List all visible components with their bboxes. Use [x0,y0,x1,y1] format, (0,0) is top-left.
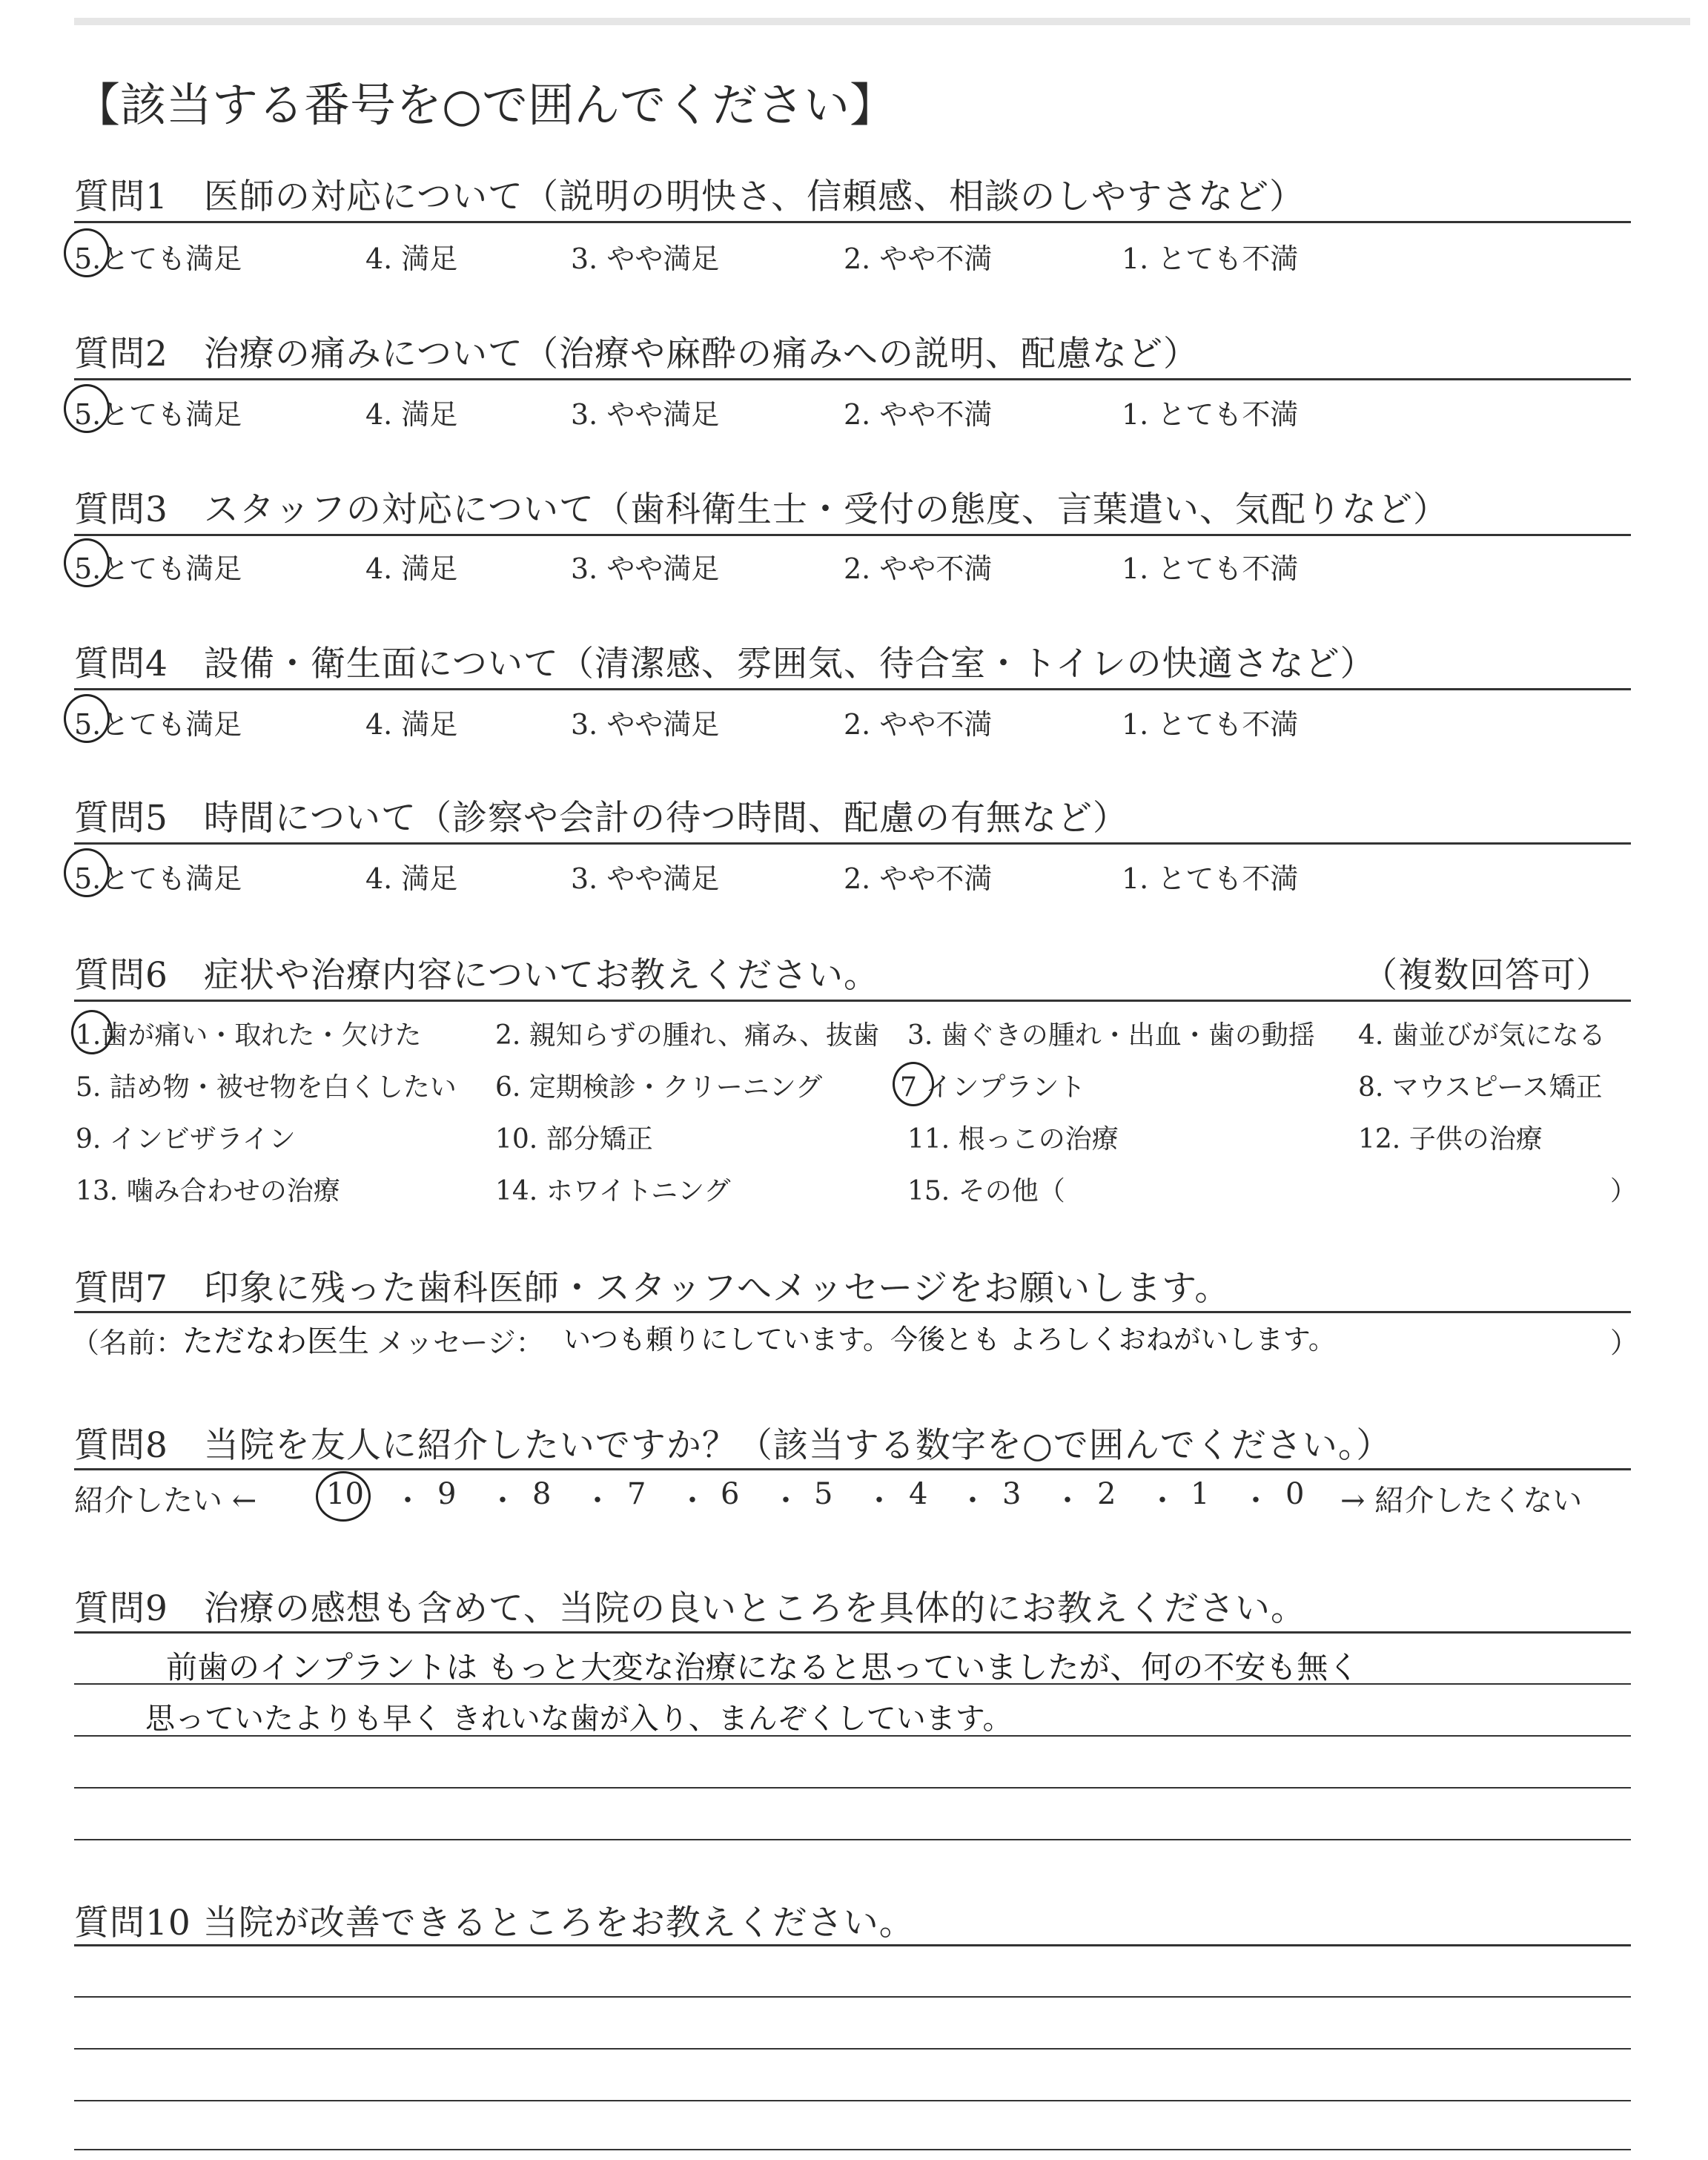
question-4-title: 質問4 設備・衛生面について（清潔感、雰囲気、待合室・トイレの快適さなど） [74,644,1376,684]
q6-option-10[interactable]: 10. 部分矯正 [495,1124,653,1155]
q2-option-1[interactable]: 1. とても不満 [1122,398,1299,431]
q8-scale-1[interactable]: 1 [1191,1477,1210,1511]
q4-selection-circle [64,694,110,743]
q9-answer-line-2[interactable]: 思っていたよりも早く きれいな歯が入り、まんぞくしています。 [145,1702,1013,1736]
q8-scale-dot: ・ [958,1484,987,1518]
q8-scale-10[interactable]: 10 [326,1477,364,1511]
q6-selection-circle-1 [71,1010,113,1054]
question-10-title: 質問10 当院が改善できるところをお教えください。 [74,1903,915,1943]
q2-option-5[interactable]: 5.とても満足 [74,398,242,431]
question-1-rule [74,221,1631,223]
question-8-rule [74,1468,1631,1470]
q8-left-label: 紹介したい ← [74,1484,257,1518]
question-7-rule [74,1311,1631,1313]
question-7-title: 質問7 印象に残った歯科医師・スタッフへメッセージをお願いします。 [74,1268,1231,1309]
q7-message-handwritten[interactable]: いつも頼りにしています。今後とも よろしくおねがいします。 [563,1324,1336,1355]
q5-option-4[interactable]: 4. 満足 [365,862,458,895]
q8-scale-dot: ・ [864,1484,894,1518]
q1-option-5[interactable]: 5.とても満足 [74,242,242,275]
q6-option-7[interactable]: 7 インプラント [900,1072,1086,1103]
q5-option-3[interactable]: 3. やや満足 [571,862,720,895]
q8-scale-4[interactable]: 4 [909,1477,928,1511]
q8-scale-7[interactable]: 7 [627,1477,646,1511]
q6-option-3[interactable]: 3. 歯ぐきの腫れ・出血・歯の動揺 [907,1020,1315,1051]
question-2-rule [74,378,1631,380]
question-6-title: 質問6 症状や治療内容についてお教えください。 [74,955,879,996]
q1-selection-circle [64,228,110,277]
q6-selection-circle-7 [893,1062,934,1106]
question-4-rule [74,688,1631,690]
question-9-title: 質問9 治療の感想も含めて、当院の良いところを具体的にお教えください。 [74,1588,1306,1629]
q5-selection-circle [64,848,110,897]
q9-rule-4 [74,1787,1631,1789]
question-3-rule [74,534,1631,536]
question-2-title: 質問2 治療の痛みについて（治療や麻酔の痛みへの説明、配慮など） [74,334,1199,374]
q8-scale-8[interactable]: 8 [532,1477,552,1511]
q8-selection-circle [316,1471,371,1522]
q7-message-label: メッセージ： [377,1327,544,1359]
question-3-title: 質問3 スタッフの対応について（歯科衛生士・受付の態度、言葉遣い、気配りなど） [74,489,1449,530]
q3-option-5[interactable]: 5.とても満足 [74,552,242,585]
q8-right-label: → 紹介したくない [1340,1484,1583,1518]
q8-scale-dot: ・ [583,1484,612,1518]
q7-name-label: （名前： [71,1327,185,1359]
question-6-rule [74,1000,1631,1002]
q2-option-2[interactable]: 2. やや不満 [844,398,993,431]
q6-option-5[interactable]: 5. 詰め物・被せ物を白くしたい [76,1072,457,1103]
q8-scale-3[interactable]: 3 [1002,1477,1022,1511]
q10-rule-2 [74,1996,1631,1998]
question-8-title: 質問8 当院を友人に紹介したいですか？（該当する数字を○で囲んでください。） [74,1425,1392,1466]
q6-option-11[interactable]: 11. 根っこの治療 [907,1124,1119,1155]
q10-rule-5 [74,2149,1631,2150]
q8-scale-dot: ・ [1053,1484,1082,1518]
q6-option-14[interactable]: 14. ホワイトニング [495,1176,731,1206]
q4-option-4[interactable]: 4. 満足 [365,708,458,741]
q1-option-2[interactable]: 2. やや不満 [844,242,993,275]
q8-scale-dot: ・ [488,1484,517,1518]
q6-option-1[interactable]: 1.歯が痛い・取れた・欠けた [76,1020,422,1051]
q8-scale-6[interactable]: 6 [721,1477,740,1511]
q8-scale-dot: ・ [1241,1484,1271,1518]
q2-option-4[interactable]: 4. 満足 [365,398,458,431]
q6-option-9[interactable]: 9. インビザライン [76,1124,296,1155]
q10-rule-4 [74,2100,1631,2101]
q4-option-5[interactable]: 5.とても満足 [74,708,242,741]
q7-close-paren: ） [1610,1327,1639,1359]
q8-scale-dot: ・ [678,1484,707,1518]
q5-option-1[interactable]: 1. とても不満 [1122,862,1299,895]
q6-option-2[interactable]: 2. 親知らずの腫れ、痛み、抜歯 [495,1020,880,1051]
q6-option-8[interactable]: 8. マウスピース矯正 [1358,1072,1603,1103]
q3-option-4[interactable]: 4. 満足 [365,552,458,585]
q9-answer-line-1[interactable]: 前歯のインプラントは もっと大変な治療になると思っていましたが、何の不安も無く [166,1649,1360,1685]
question-6-note: （複数回答可） [1363,955,1612,996]
q5-option-2[interactable]: 2. やや不満 [844,862,993,895]
q9-rule-1 [74,1631,1631,1634]
q1-option-4[interactable]: 4. 満足 [365,242,458,275]
q9-rule-5 [74,1839,1631,1840]
q10-rule-3 [74,2048,1631,2050]
q6-other-close-paren: ） [1610,1176,1638,1206]
scan-top-edge [74,18,1690,25]
q4-option-1[interactable]: 1. とても不満 [1122,708,1299,741]
q8-scale-dot: ・ [393,1484,423,1518]
q7-name-handwritten[interactable]: ただなわ医生 [182,1323,370,1359]
q10-rule-1 [74,1944,1631,1946]
q3-selection-circle [64,538,110,587]
q6-option-12[interactable]: 12. 子供の治療 [1358,1124,1543,1155]
q4-option-2[interactable]: 2. やや不満 [844,708,993,741]
q8-scale-9[interactable]: 9 [437,1477,457,1511]
question-1-title: 質問1 医師の対応について（説明の明快さ、信頼感、相談のしやすさなど） [74,176,1305,217]
q3-option-2[interactable]: 2. やや不満 [844,552,993,585]
q1-option-1[interactable]: 1. とても不満 [1122,242,1299,275]
q8-scale-0[interactable]: 0 [1285,1477,1305,1511]
q6-option-15[interactable]: 15. その他（ [907,1176,1065,1206]
question-5-title: 質問5 時間について（診察や会計の待つ時間、配慮の有無など） [74,798,1128,839]
q8-scale-dot: ・ [1148,1484,1177,1518]
page-header: 【該当する番号を○で囲んでください】 [74,78,896,132]
q4-option-3[interactable]: 3. やや満足 [571,708,720,741]
q6-option-6[interactable]: 6. 定期検診・クリーニング [495,1072,823,1103]
q8-scale-2[interactable]: 2 [1097,1477,1116,1511]
q8-scale-5[interactable]: 5 [814,1477,833,1511]
q5-option-5[interactable]: 5.とても満足 [74,862,242,895]
q2-selection-circle [64,384,110,433]
q3-option-3[interactable]: 3. やや満足 [571,552,720,585]
q3-option-1[interactable]: 1. とても不満 [1122,552,1299,585]
q6-option-13[interactable]: 13. 噛み合わせの治療 [76,1176,340,1206]
question-5-rule [74,842,1631,845]
q6-option-4[interactable]: 4. 歯並びが気になる [1358,1020,1606,1051]
q8-scale-dot: ・ [771,1484,801,1518]
q2-option-3[interactable]: 3. やや満足 [571,398,720,431]
q1-option-3[interactable]: 3. やや満足 [571,242,720,275]
